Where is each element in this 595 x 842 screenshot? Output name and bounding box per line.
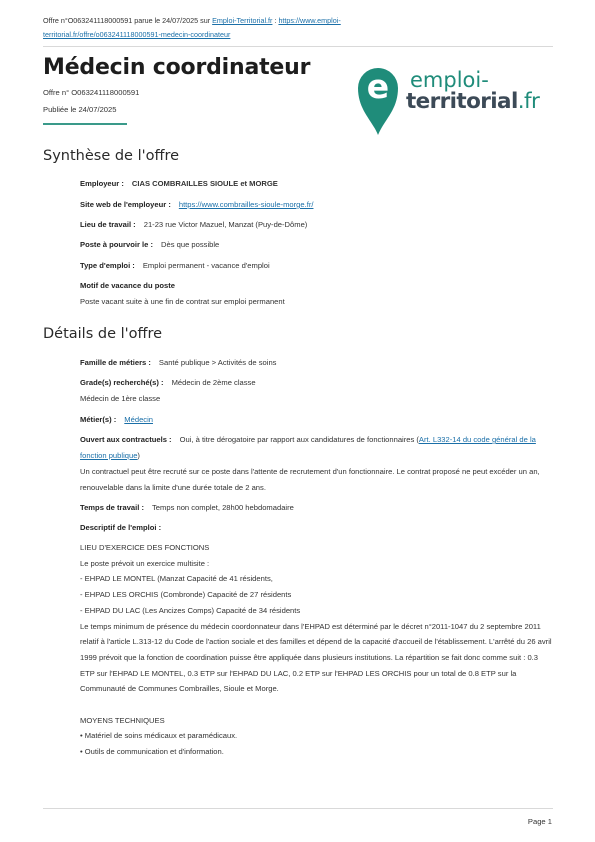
employer-website-link[interactable]: https://www.combrailles-sioule-morge.fr/	[178, 200, 314, 209]
workplace-row	[80, 217, 550, 233]
logo-letter: e	[366, 67, 390, 106]
desc-means-1: • Matériel de soins médicaux et paramédicaux.	[80, 731, 238, 741]
type-label: Type d'emploi :	[80, 261, 135, 270]
site-link[interactable]: Emploi-Territorial.fr	[212, 16, 273, 25]
grade-label: Grade(s) recherché(s) :	[80, 378, 164, 387]
desc-site-2: - EHPAD LES ORCHIS (Combronde) Capacité de 27 résidents	[80, 590, 292, 600]
offer-url-part1[interactable]: https://www.emploi-	[278, 16, 341, 25]
website-label: Site web de l'employeur :	[80, 200, 171, 209]
start-row	[80, 237, 550, 253]
desc-label: Descriptif de l'emploi :	[80, 523, 162, 532]
published-date: Publiée le 24/07/2025	[43, 105, 117, 114]
header-source-line	[43, 14, 553, 42]
motif-value: Poste vacant suite à une fin de contrat sur emploi permanent	[80, 297, 285, 306]
employer-row	[80, 176, 550, 192]
title-accent-bar	[43, 123, 127, 125]
emploi-territorial-logo	[358, 58, 548, 138]
type-row	[80, 258, 550, 274]
famille-value: Santé publique > Activités de soins	[158, 358, 277, 367]
motif-row	[80, 278, 550, 310]
offer-number: Offre n° O063241118000591	[43, 88, 140, 97]
time-label: Temps de travail :	[80, 503, 145, 512]
code-article-link[interactable]: Art. L332-14 du code général de la fonction publique	[80, 435, 536, 460]
desc-means-heading: MOYENS TECHNIQUES	[80, 715, 165, 725]
grade-value-1: Médecin de 2ème classe	[171, 378, 256, 387]
logo-word: territorial	[406, 89, 518, 114]
desc-location-heading: LIEU D'EXERCICE DES FONCTIONS	[80, 543, 210, 552]
page-number: Page 1	[527, 817, 552, 826]
desc-spacer	[80, 697, 552, 713]
logo-line2	[406, 89, 540, 114]
metier-link[interactable]: Médecin	[124, 415, 153, 424]
bottom-divider	[43, 808, 553, 809]
famille-row	[80, 355, 550, 371]
employer-label: Employeur :	[80, 179, 124, 188]
desc-site-3: - EHPAD DU LAC (Les Ancizes Comps) Capacité de 34 résidents	[80, 605, 301, 615]
employer-value: CIAS COMBRAILLES SIOULE et MORGE	[131, 179, 278, 188]
famille-label: Famille de métiers :	[80, 358, 151, 367]
grade-value-2: Médecin de 1ère classe	[80, 394, 161, 403]
logo-line1: emploi-	[410, 68, 489, 92]
contract-text: Un contractuel peut être recruté sur ce poste dans l'attente de recrutement d'un fonctionnaire. Le contrat proposé ne peut excéder un an, renouvelable dans la limite d'une durée totale de 2 ans.	[80, 467, 540, 492]
desc-means-2: • Outils de communication et d'information.	[80, 747, 224, 757]
contract-row	[80, 432, 552, 496]
motif-label: Motif de vacance du poste	[80, 281, 175, 290]
contract-close: )	[137, 451, 140, 460]
desc-presence-paragraph: Le temps minimum de présence du médecin coordonnateur dans l'EHPAD est déterminé par le décret n°2011-1047 du 2 septembre 2011 relatif à l'article L.313-12 du Code de l'action sociale et des familles et dépend de la capacité d'accueil de l'établissement. L'arrêté du 26 avril 1999 prévoit que la fonction de coordination puisse être appliquée dans plusieurs institutions. La répartition se fait donc comme suit : 0.3 ETP sur l'EHPAD LE MONTEL, 0.3 ETP sur l'EHPAD DU LAC, 0.2 ETP sur l'EHPAD LES ORCHIS pour un total de 0.8 ETP sur la Communauté de Communes Combrailles, Sioule et Morge.	[80, 621, 552, 694]
website-row	[80, 197, 550, 213]
time-row	[80, 500, 550, 516]
logo-graphic	[358, 58, 548, 138]
time-value: Temps non complet, 28h00 hebdomadaire	[152, 503, 294, 512]
header-separator: :	[272, 16, 279, 25]
workplace-value: 21-23 rue Victor Mazuel, Manzat (Puy-de-Dôme)	[143, 220, 308, 229]
contract-label: Ouvert aux contractuels :	[80, 435, 172, 444]
metier-label: Métier(s) :	[80, 415, 117, 424]
desc-multisite: Le poste prévoit un exercice multisite :	[80, 558, 210, 568]
desc-label-row	[80, 520, 550, 536]
top-divider	[43, 46, 553, 47]
workplace-label: Lieu de travail :	[80, 220, 136, 229]
section-heading-synthese: Synthèse de l'offre	[43, 148, 180, 164]
contract-value: Oui, à titre dérogatoire par rapport aux candidatures de fonctionnaires (	[179, 435, 419, 444]
job-description	[80, 540, 552, 760]
metier-row	[80, 412, 550, 428]
start-value: Dès que possible	[161, 240, 220, 249]
type-value: Emploi permanent - vacance d'emploi	[142, 261, 270, 270]
desc-site-1: - EHPAD LE MONTEL (Manzat Capacité de 41 résidents,	[80, 574, 273, 584]
start-label: Poste à pourvoir le :	[80, 240, 154, 249]
offer-url-part2[interactable]: territorial.fr/offre/o063241118000591-medecin-coordinateur	[43, 30, 231, 39]
logo-suffix: .fr	[517, 89, 540, 114]
grade-row	[80, 375, 550, 407]
header-prefix: Offre n°O063241118000591 parue le 24/07/2025 sur	[43, 16, 213, 25]
section-heading-details: Détails de l'offre	[43, 326, 163, 342]
page-title: Médecin coordinateur	[43, 55, 311, 80]
